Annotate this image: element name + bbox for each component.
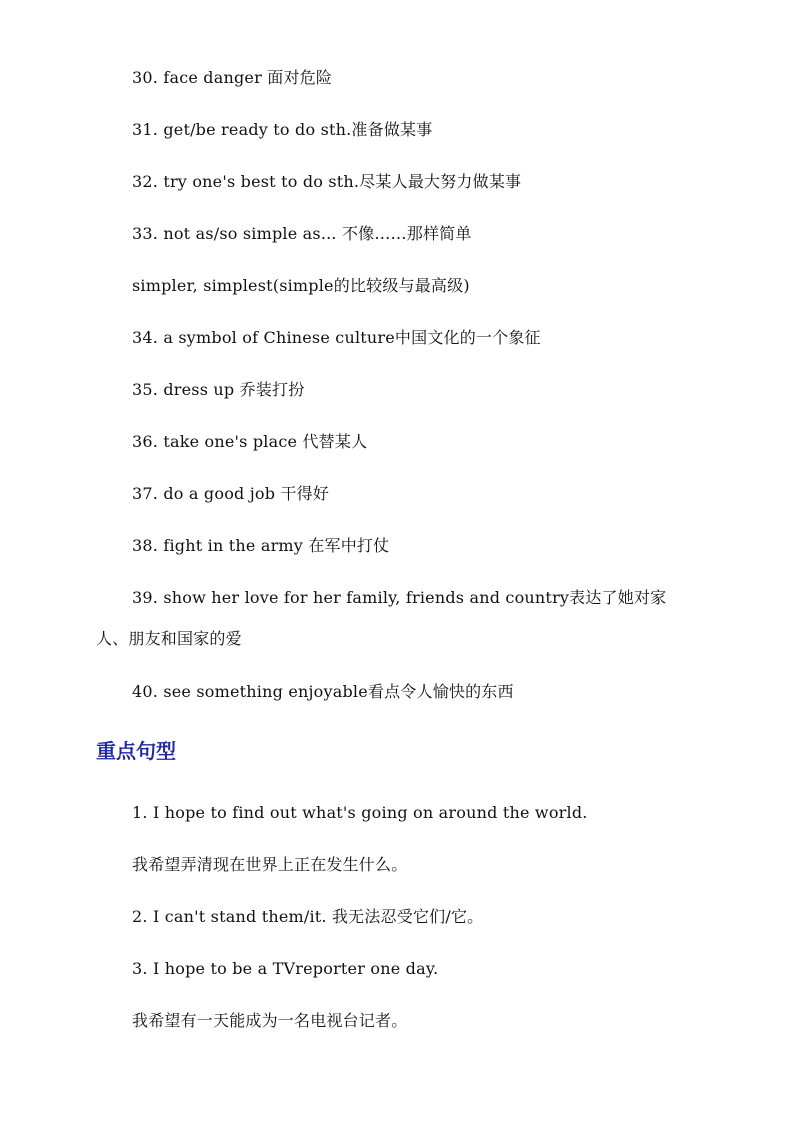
phrase-line-33: 33. not as/so simple as... 不像……那样简单: [132, 224, 472, 243]
sentence-3-chinese: 我希望有一天能成为一名电视台记者。: [132, 1011, 408, 1030]
phrase-line-40: 40. see something enjoyable看点令人愉快的东西: [132, 682, 514, 701]
phrase-line-36: 36. take one's place 代替某人: [132, 432, 368, 451]
phrase-line-35: 35. dress up 乔装打扮: [132, 380, 305, 399]
phrase-line-37: 37. do a good job 干得好: [132, 484, 330, 503]
sentence-1-chinese: 我希望弄清现在世界上正在发生什么。: [132, 855, 408, 874]
section-heading: 重点句型: [96, 739, 176, 763]
phrase-line-38: 38. fight in the army 在军中打仗: [132, 536, 390, 555]
phrase-line-34: 34. a symbol of Chinese culture中国文化的一个象征: [132, 328, 541, 347]
sentence-1-english: 1. I hope to find out what's going on around the world.: [132, 803, 588, 822]
phrase-note-simple: simpler, simplest(simple的比较级与最高级): [132, 276, 470, 295]
sentence-3-english: 3. I hope to be a TVreporter one day.: [132, 959, 439, 978]
phrase-line-32: 32. try one's best to do sth.尽某人最大努力做某事: [132, 172, 522, 191]
phrase-line-30: 30. face danger 面对危险: [132, 68, 333, 87]
sentence-2: 2. I can't stand them/it. 我无法忍受它们/它。: [132, 907, 484, 926]
phrase-line-39-continued: 人、朋友和国家的爱: [96, 629, 242, 648]
phrase-line-39: 39. show her love for her family, friends and country表达了她对家: [132, 588, 667, 607]
phrase-line-31: 31. get/be ready to do sth.准备做某事: [132, 120, 433, 139]
